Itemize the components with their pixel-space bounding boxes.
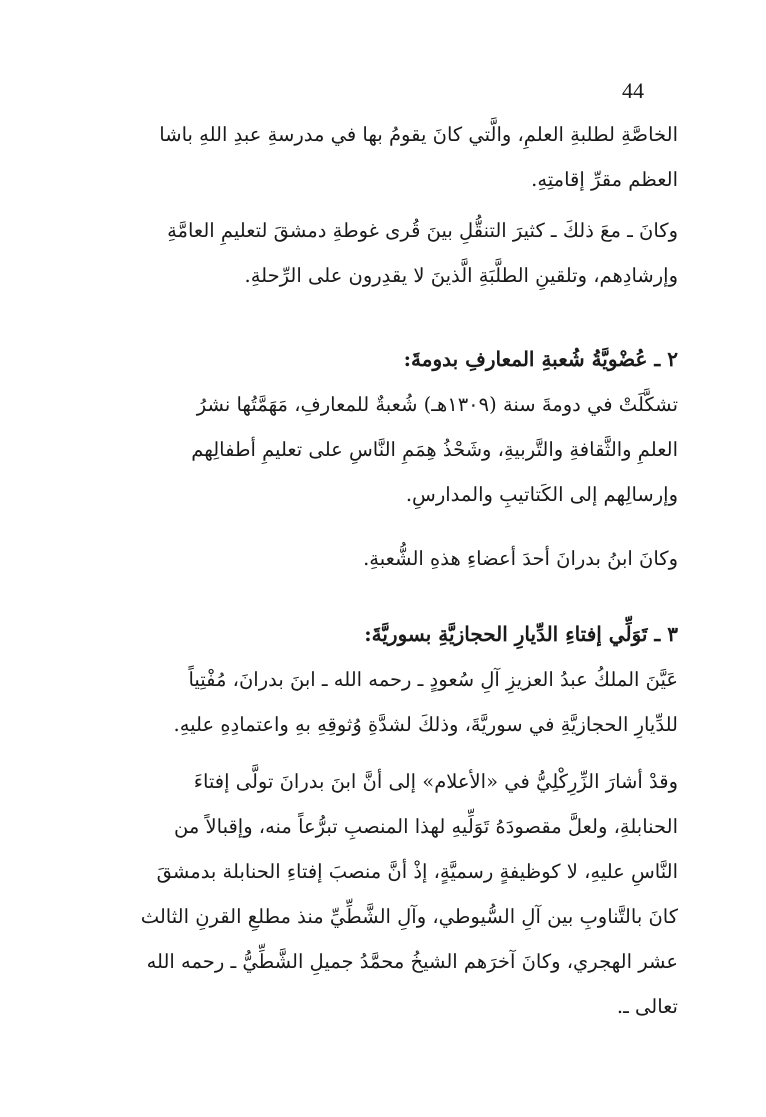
text-line: كانَ بالتَّناوبِ بين آلِ السُّيوطي، وآلِ الشَّطِّيِّ منذ مطلعِ القرنِ الثالث bbox=[140, 905, 678, 928]
section-3-zirikli-paragraph bbox=[82, 759, 678, 1029]
section-3-paragraph bbox=[82, 657, 678, 747]
text-line: الخاصَّةِ لطلبةِ العلمِ، والَّتي كانَ يقومُ بها في مدرسةِ عبدِ اللهِ باشا bbox=[159, 123, 678, 146]
text-line: الحنابلةِ، ولعلَّ مقصودَهُ تَوَلِّيهِ لهذا المنصبِ تبرُّعاً منه، وإقبالاً من bbox=[174, 815, 678, 838]
text-line: العلمِ والثَّقافةِ والتَّربيةِ، وشَحْذُ هِمَمِ النَّاسِ على تعليمِ أطفالِهم bbox=[191, 438, 678, 461]
section-heading: ٢ ـ عُضْويَّةُ شُعبةِ المعارفِ بدومةَ: bbox=[403, 347, 678, 371]
section-2-paragraph bbox=[82, 382, 678, 517]
text-line: العظم مقرِّ إقامتِهِ. bbox=[531, 168, 678, 191]
text-line: عَيَّنَ الملكُ عبدُ العزيزِ آلِ سُعودٍ ـ رحمه الله ـ ابنَ بدرانَ، مُفْتِياً bbox=[188, 668, 678, 691]
text-line: تشكَّلَتْ في دومةَ سنة (١٣٠٩هـ) شُعبةٌ للمعارفِ، مَهَمَّتُها نشرُ bbox=[196, 393, 678, 416]
text-line: عشر الهجري، وكانَ آخرَهم الشيخُ محمَّدُ جميلِ الشَّطِّيُّ ـ رحمه الله bbox=[146, 950, 678, 973]
section-2-member-paragraph bbox=[82, 536, 678, 581]
text-line: وكانَ ـ معَ ذلكَ ـ كثيرَ التنقُّلِ بينَ قُرى غوطةِ دمشقَ لتعليمِ العامَّةِ bbox=[167, 219, 678, 242]
section-heading: ٣ ـ تَوَلِّي إفتاءِ الدِّيارِ الحجازيَّةِ بسوريَّةَ: bbox=[364, 622, 678, 646]
text-line: وإرشادِهم، وتلقينِ الطلَّبَةِ الَّذينَ لا يقدِرون على الرِّحلةِ. bbox=[244, 264, 678, 287]
intro-paragraph bbox=[82, 112, 678, 202]
text-line: للدِّيارِ الحجازيَّةِ في سوريَّةَ، وذلكَ لشدَّةِ وُثوقِهِ بهِ واعتمادِهِ عليهِ. bbox=[173, 713, 678, 736]
paragraph-travel bbox=[82, 208, 678, 298]
text-line: وقدْ أشارَ الزِّرِكْلِيُّ في «الأعلام» إلى أنَّ ابنَ بدرانَ تولَّى إفتاءَ bbox=[193, 770, 678, 793]
text-line: وإرسالِهم إلى الكَتاتيبِ والمدارسِ. bbox=[405, 483, 678, 506]
text-line: وكانَ ابنُ بدرانَ أحدَ أعضاءِ هذهِ الشُّعبةِ. bbox=[363, 547, 678, 570]
section-3-heading-block bbox=[82, 612, 678, 657]
text-line: تعالى ـ. bbox=[616, 995, 678, 1018]
page-number: 44 bbox=[622, 78, 644, 103]
text-line: النَّاسِ عليهِ، لا كوظيفةٍ رسميَّةٍ، إذْ أنَّ منصبَ إفتاءِ الحنابلة بدمشقَ bbox=[156, 860, 678, 883]
section-2-heading-block bbox=[82, 337, 678, 382]
